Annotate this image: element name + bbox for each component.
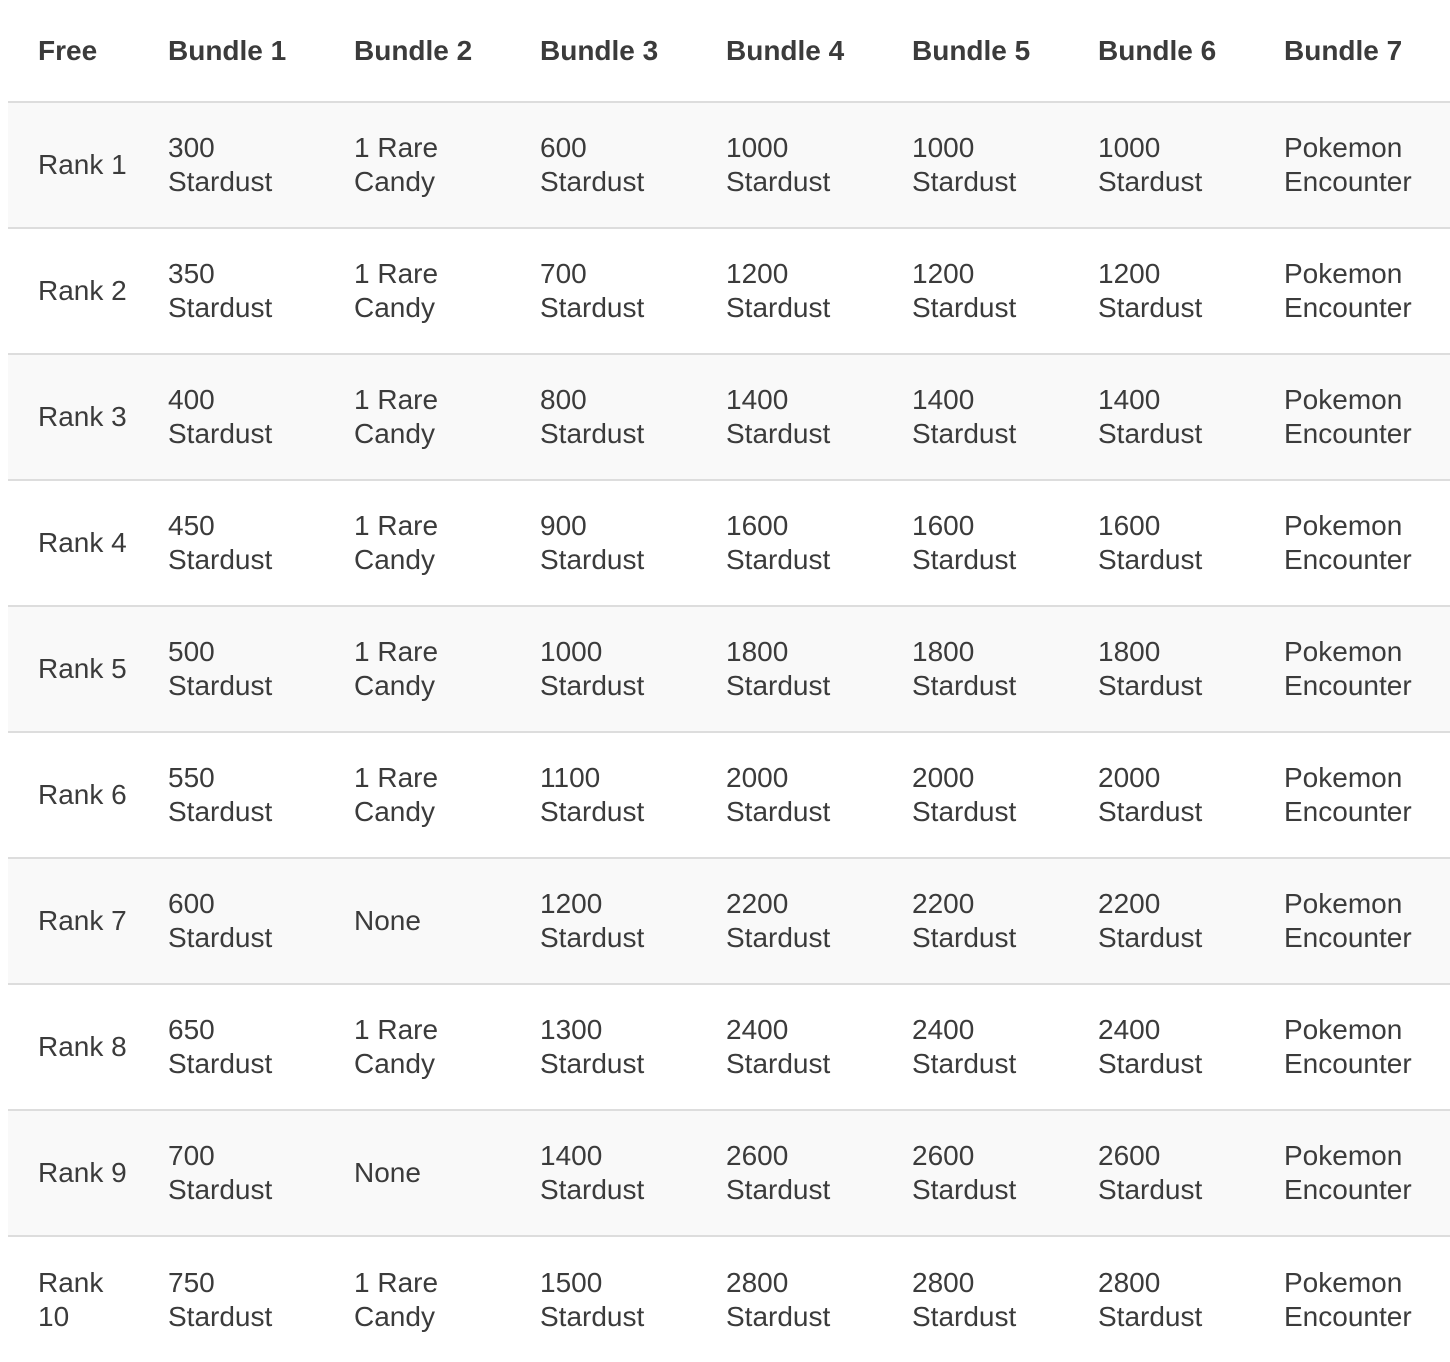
table-row (8, 1110, 1450, 1236)
column-header-bundle-1: Bundle 1 (138, 0, 324, 102)
bundle-1-cell: 500 Stardust (138, 606, 324, 732)
bundle-4-cell: 1000 Stardust (696, 102, 882, 228)
column-header-bundle-2: Bundle 2 (324, 0, 510, 102)
bundle-2-cell: 1 Rare Candy (324, 732, 510, 858)
bundle-2-cell: 1 Rare Candy (324, 984, 510, 1110)
bundle-3-cell: 700 Stardust (510, 228, 696, 354)
bundle-7-cell: Pokemon Encounter (1254, 606, 1450, 732)
bundle-5-cell: 1000 Stardust (882, 102, 1068, 228)
bundle-4-cell: 2800 Stardust (696, 1236, 882, 1362)
bundle-7-cell: Pokemon Encounter (1254, 1236, 1450, 1362)
bundle-3-cell: 1300 Stardust (510, 984, 696, 1110)
bundle-4-cell: 2600 Stardust (696, 1110, 882, 1236)
bundle-1-cell: 450 Stardust (138, 480, 324, 606)
table-row (8, 858, 1450, 984)
bundle-4-cell: 2000 Stardust (696, 732, 882, 858)
bundle-6-cell: 2400 Stardust (1068, 984, 1254, 1110)
bundle-1-cell: 400 Stardust (138, 354, 324, 480)
bundle-3-cell: 1400 Stardust (510, 1110, 696, 1236)
table-header (8, 0, 1450, 102)
bundle-6-cell: 2800 Stardust (1068, 1236, 1254, 1362)
free-cell: Rank 2 (8, 228, 138, 354)
table-row (8, 102, 1450, 228)
bundle-7-cell: Pokemon Encounter (1254, 984, 1450, 1110)
bundle-3-cell: 1000 Stardust (510, 606, 696, 732)
table-row (8, 1236, 1450, 1362)
header-row (8, 0, 1450, 102)
bundle-2-cell: 1 Rare Candy (324, 102, 510, 228)
bundle-6-cell: 1800 Stardust (1068, 606, 1254, 732)
bundle-4-cell: 2400 Stardust (696, 984, 882, 1110)
rewards-table-container (8, 0, 1450, 1362)
bundle-7-cell: Pokemon Encounter (1254, 480, 1450, 606)
free-cell: Rank 3 (8, 354, 138, 480)
table-row (8, 984, 1450, 1110)
bundle-1-cell: 700 Stardust (138, 1110, 324, 1236)
rewards-table (8, 0, 1450, 1362)
bundle-6-cell: 1200 Stardust (1068, 228, 1254, 354)
bundle-1-cell: 650 Stardust (138, 984, 324, 1110)
bundle-4-cell: 1800 Stardust (696, 606, 882, 732)
bundle-3-cell: 900 Stardust (510, 480, 696, 606)
bundle-2-cell: 1 Rare Candy (324, 480, 510, 606)
bundle-3-cell: 800 Stardust (510, 354, 696, 480)
table-body (8, 102, 1450, 1362)
bundle-6-cell: 1400 Stardust (1068, 354, 1254, 480)
bundle-2-cell: None (324, 858, 510, 984)
bundle-4-cell: 1600 Stardust (696, 480, 882, 606)
bundle-5-cell: 1800 Stardust (882, 606, 1068, 732)
bundle-5-cell: 2000 Stardust (882, 732, 1068, 858)
bundle-6-cell: 1000 Stardust (1068, 102, 1254, 228)
bundle-5-cell: 2600 Stardust (882, 1110, 1068, 1236)
bundle-7-cell: Pokemon Encounter (1254, 354, 1450, 480)
column-header-bundle-7: Bundle 7 (1254, 0, 1450, 102)
bundle-4-cell: 2200 Stardust (696, 858, 882, 984)
free-cell: Rank 6 (8, 732, 138, 858)
table-row (8, 354, 1450, 480)
bundle-5-cell: 2400 Stardust (882, 984, 1068, 1110)
bundle-7-cell: Pokemon Encounter (1254, 228, 1450, 354)
bundle-7-cell: Pokemon Encounter (1254, 858, 1450, 984)
bundle-2-cell: 1 Rare Candy (324, 228, 510, 354)
bundle-2-cell: None (324, 1110, 510, 1236)
bundle-2-cell: 1 Rare Candy (324, 354, 510, 480)
bundle-4-cell: 1200 Stardust (696, 228, 882, 354)
bundle-3-cell: 1200 Stardust (510, 858, 696, 984)
bundle-7-cell: Pokemon Encounter (1254, 102, 1450, 228)
bundle-5-cell: 1600 Stardust (882, 480, 1068, 606)
column-header-bundle-3: Bundle 3 (510, 0, 696, 102)
column-header-bundle-5: Bundle 5 (882, 0, 1068, 102)
bundle-7-cell: Pokemon Encounter (1254, 732, 1450, 858)
table-row (8, 606, 1450, 732)
free-cell: Rank 4 (8, 480, 138, 606)
bundle-6-cell: 2200 Stardust (1068, 858, 1254, 984)
bundle-3-cell: 1500 Stardust (510, 1236, 696, 1362)
bundle-1-cell: 300 Stardust (138, 102, 324, 228)
bundle-2-cell: 1 Rare Candy (324, 1236, 510, 1362)
bundle-5-cell: 2200 Stardust (882, 858, 1068, 984)
bundle-3-cell: 600 Stardust (510, 102, 696, 228)
bundle-1-cell: 350 Stardust (138, 228, 324, 354)
free-cell: Rank 10 (8, 1236, 138, 1362)
bundle-1-cell: 600 Stardust (138, 858, 324, 984)
bundle-5-cell: 1400 Stardust (882, 354, 1068, 480)
column-header-bundle-6: Bundle 6 (1068, 0, 1254, 102)
column-header-bundle-4: Bundle 4 (696, 0, 882, 102)
bundle-7-cell: Pokemon Encounter (1254, 1110, 1450, 1236)
free-cell: Rank 8 (8, 984, 138, 1110)
table-row (8, 228, 1450, 354)
bundle-5-cell: 2800 Stardust (882, 1236, 1068, 1362)
bundle-5-cell: 1200 Stardust (882, 228, 1068, 354)
table-row (8, 480, 1450, 606)
column-header-free: Free (8, 0, 138, 102)
bundle-4-cell: 1400 Stardust (696, 354, 882, 480)
bundle-1-cell: 750 Stardust (138, 1236, 324, 1362)
bundle-1-cell: 550 Stardust (138, 732, 324, 858)
free-cell: Rank 1 (8, 102, 138, 228)
free-cell: Rank 7 (8, 858, 138, 984)
bundle-6-cell: 2000 Stardust (1068, 732, 1254, 858)
bundle-6-cell: 2600 Stardust (1068, 1110, 1254, 1236)
bundle-2-cell: 1 Rare Candy (324, 606, 510, 732)
free-cell: Rank 5 (8, 606, 138, 732)
bundle-6-cell: 1600 Stardust (1068, 480, 1254, 606)
table-row (8, 732, 1450, 858)
bundle-3-cell: 1100 Stardust (510, 732, 696, 858)
free-cell: Rank 9 (8, 1110, 138, 1236)
